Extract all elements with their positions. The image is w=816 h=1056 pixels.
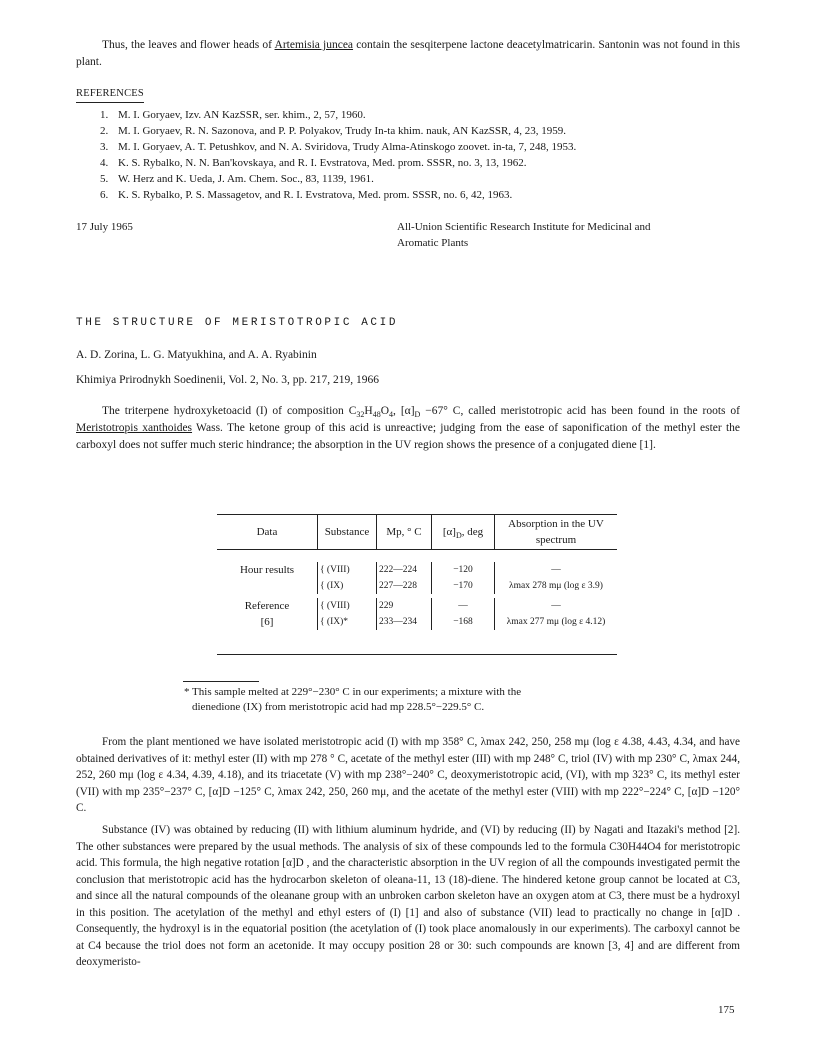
table-row: { (IX)* 233—234 −168 λmax 277 mμ (log ε 4.12)	[217, 614, 617, 630]
references-heading: REFERENCES	[76, 86, 144, 103]
table-row: Hour results { (VIII) 222—224 −120 —	[217, 562, 617, 578]
institute-line: Aromatic Plants	[397, 237, 469, 249]
footnote-rule	[183, 681, 259, 682]
footnote-line: * This sample melted at 229°−230° C in our experiments; a mixture with the	[184, 686, 522, 698]
reference-item: 1. M. I. Goryaev, Izv. AN KazSSR, ser. khim., 2, 57, 1960.	[100, 109, 366, 121]
header-data: Data	[256, 526, 278, 538]
species-name: Meristotropis xanthoides	[76, 422, 193, 434]
table-row: { (IX) 227—228 −170 λmax 278 mμ (log ε 3.9)	[217, 578, 617, 594]
species-name: Artemisia juncea	[274, 39, 354, 51]
table-row: Reference [6] { (VIII) 229 — —	[217, 598, 617, 614]
reference-list	[100, 107, 760, 203]
institute-line: All-Union Scientific Research Institute for Medicinal and	[397, 221, 651, 233]
reference-item: 6. K. S. Rybalko, P. S. Massagetov, and R. I. Evstratova, Med. prom. SSSR, no. 6, 42, 1963.	[100, 189, 513, 201]
group-label: Reference [6]	[244, 600, 290, 628]
reference-item: 2. M. I. Goryaev, R. N. Sazonova, and P. P. Polyakov, Trudy In-ta khim. nauk, AN KazSSR, 4, 23, 1959.	[100, 125, 567, 137]
table-header-row	[217, 515, 617, 550]
header-mp: Mp, ° C	[377, 515, 432, 550]
header-alpha: $[\alpha]_D$, deg	[432, 515, 495, 550]
footnote-line: dienedione (IX) from meristotropic acid had mp 228.5°−229.5° C.	[192, 701, 485, 713]
group-label: Hour results	[239, 564, 295, 576]
header-substance: Substance	[318, 515, 377, 550]
reference-item: 3. M. I. Goryaev, A. T. Petushkov, and N. A. Sviridova, Trudy Alma-Atinskogo zoovet. in-ta, 7, 248, 1953.	[100, 141, 577, 153]
abstract-paragraph: The triterpene hydroxyketoacid (I) of composition $C_{32}H_{48}O_4$, $[\alpha]_D -67^\circ$ C, called meristotropic acid has been found in the roots of Meristotropis xanthoides Wass. The ketone group of this acid is unreactive; judging from the ease of saponification of the methyl ester the carboxyl does not suffer much steric hindrance; the absorption in the UV region shows the presence of a conjugated diene [1].	[76, 405, 741, 451]
results-paragraph: From the plant mentioned we have isolated meristotropic acid (I) with mp 358° C, λmax 242, 250, 258 mμ (log ε 4.38, 4.43, 4.34, and have obtained derivatives of it: methyl ester (II) with mp 278 ° C, acetate of the methyl ester (III) with mp 248° C, triol (IV) with mp 230° C, λmax 244, 252, 260 mμ (log ε 4.34, 4.39, 4.18), and its triacetate (V) with mp 238°−240° C, deoxymeristotropic acid, (VI), with mp 323° C, its methyl ester (VII) with mp 235°−237° C, [α]D −125° C, λmax 242, 250, 260 mμ, and the acetate of the methyl ester (VIII) with mp 222°−224° C, [α]D −120° C.	[76, 736, 740, 814]
article-authors: A. D. Zorina, L. G. Matyukhina, and A. A. Ryabinin	[76, 349, 317, 361]
table-spacer	[217, 550, 617, 563]
header-uv: Absorption in the UV spectrum	[495, 515, 618, 550]
article-title: THE STRUCTURE OF MERISTOTROPIC ACID	[76, 317, 399, 329]
intro-paragraph	[76, 37, 740, 71]
intro-text-after: contain the sesqiterpene lactone deacetylmatricarin. Santonin was not found in this plant.	[76, 39, 741, 68]
reference-item: 4. K. S. Rybalko, N. N. Ban'kovskaya, and R. I. Evstratova, Med. prom. SSSR, no. 3, 13, 1962.	[100, 157, 527, 169]
reference-item: 5. W. Herz and K. Ueda, J. Am. Chem. Soc., 83, 1139, 1961.	[100, 173, 374, 185]
date: 17 July 1965	[76, 221, 133, 233]
institute	[397, 219, 651, 251]
discussion-paragraph: Substance (IV) was obtained by reducing (II) with lithium aluminum hydride, and (VI) by reducing (II) by Nagati and Itazaki's method [2]. The other substances were prepared by the usual methods. The analysis of six of these compounds led to the formula C30H44O4 for meristotropic acid. This formula, the high negative rotation [α]D , and the characteristic absorption in the UV region of all the compounds investigated permit the conclusion that meristotropic acid has the hydrocarbon skeleton of oleana-11, 13 (18)-diene. The hindered ketone group cannot be located at C3, and since all the natural compounds of the oleanane group with an unbroken carbon skeleton have an oxygen atom at C3, there must be a hydroxyl in this position. The acetylation of the methyl and ethyl esters of (I) [1] and also of substance (VII) lead to practically no change in [α]D . Consequently, the hydroxyl is in the equatorial position (the acetylation of (I) took place anomalously in our experiments). The carboxyl cannot be at C4 because the triol does not form an acetonide. It may occupy position 28 or 30: such compounds are known [3, 4] and are different from deoxymeristo-	[76, 824, 740, 968]
results-table	[217, 514, 617, 655]
table-spacer	[217, 630, 617, 655]
article-citation: Khimiya Prirodnykh Soedinenii, Vol. 2, No. 3, pp. 217, 219, 1966	[76, 374, 380, 386]
footnote	[184, 685, 521, 715]
page-number: 175	[718, 1004, 735, 1016]
intro-text-before: Thus, the leaves and flower heads of	[102, 39, 275, 51]
